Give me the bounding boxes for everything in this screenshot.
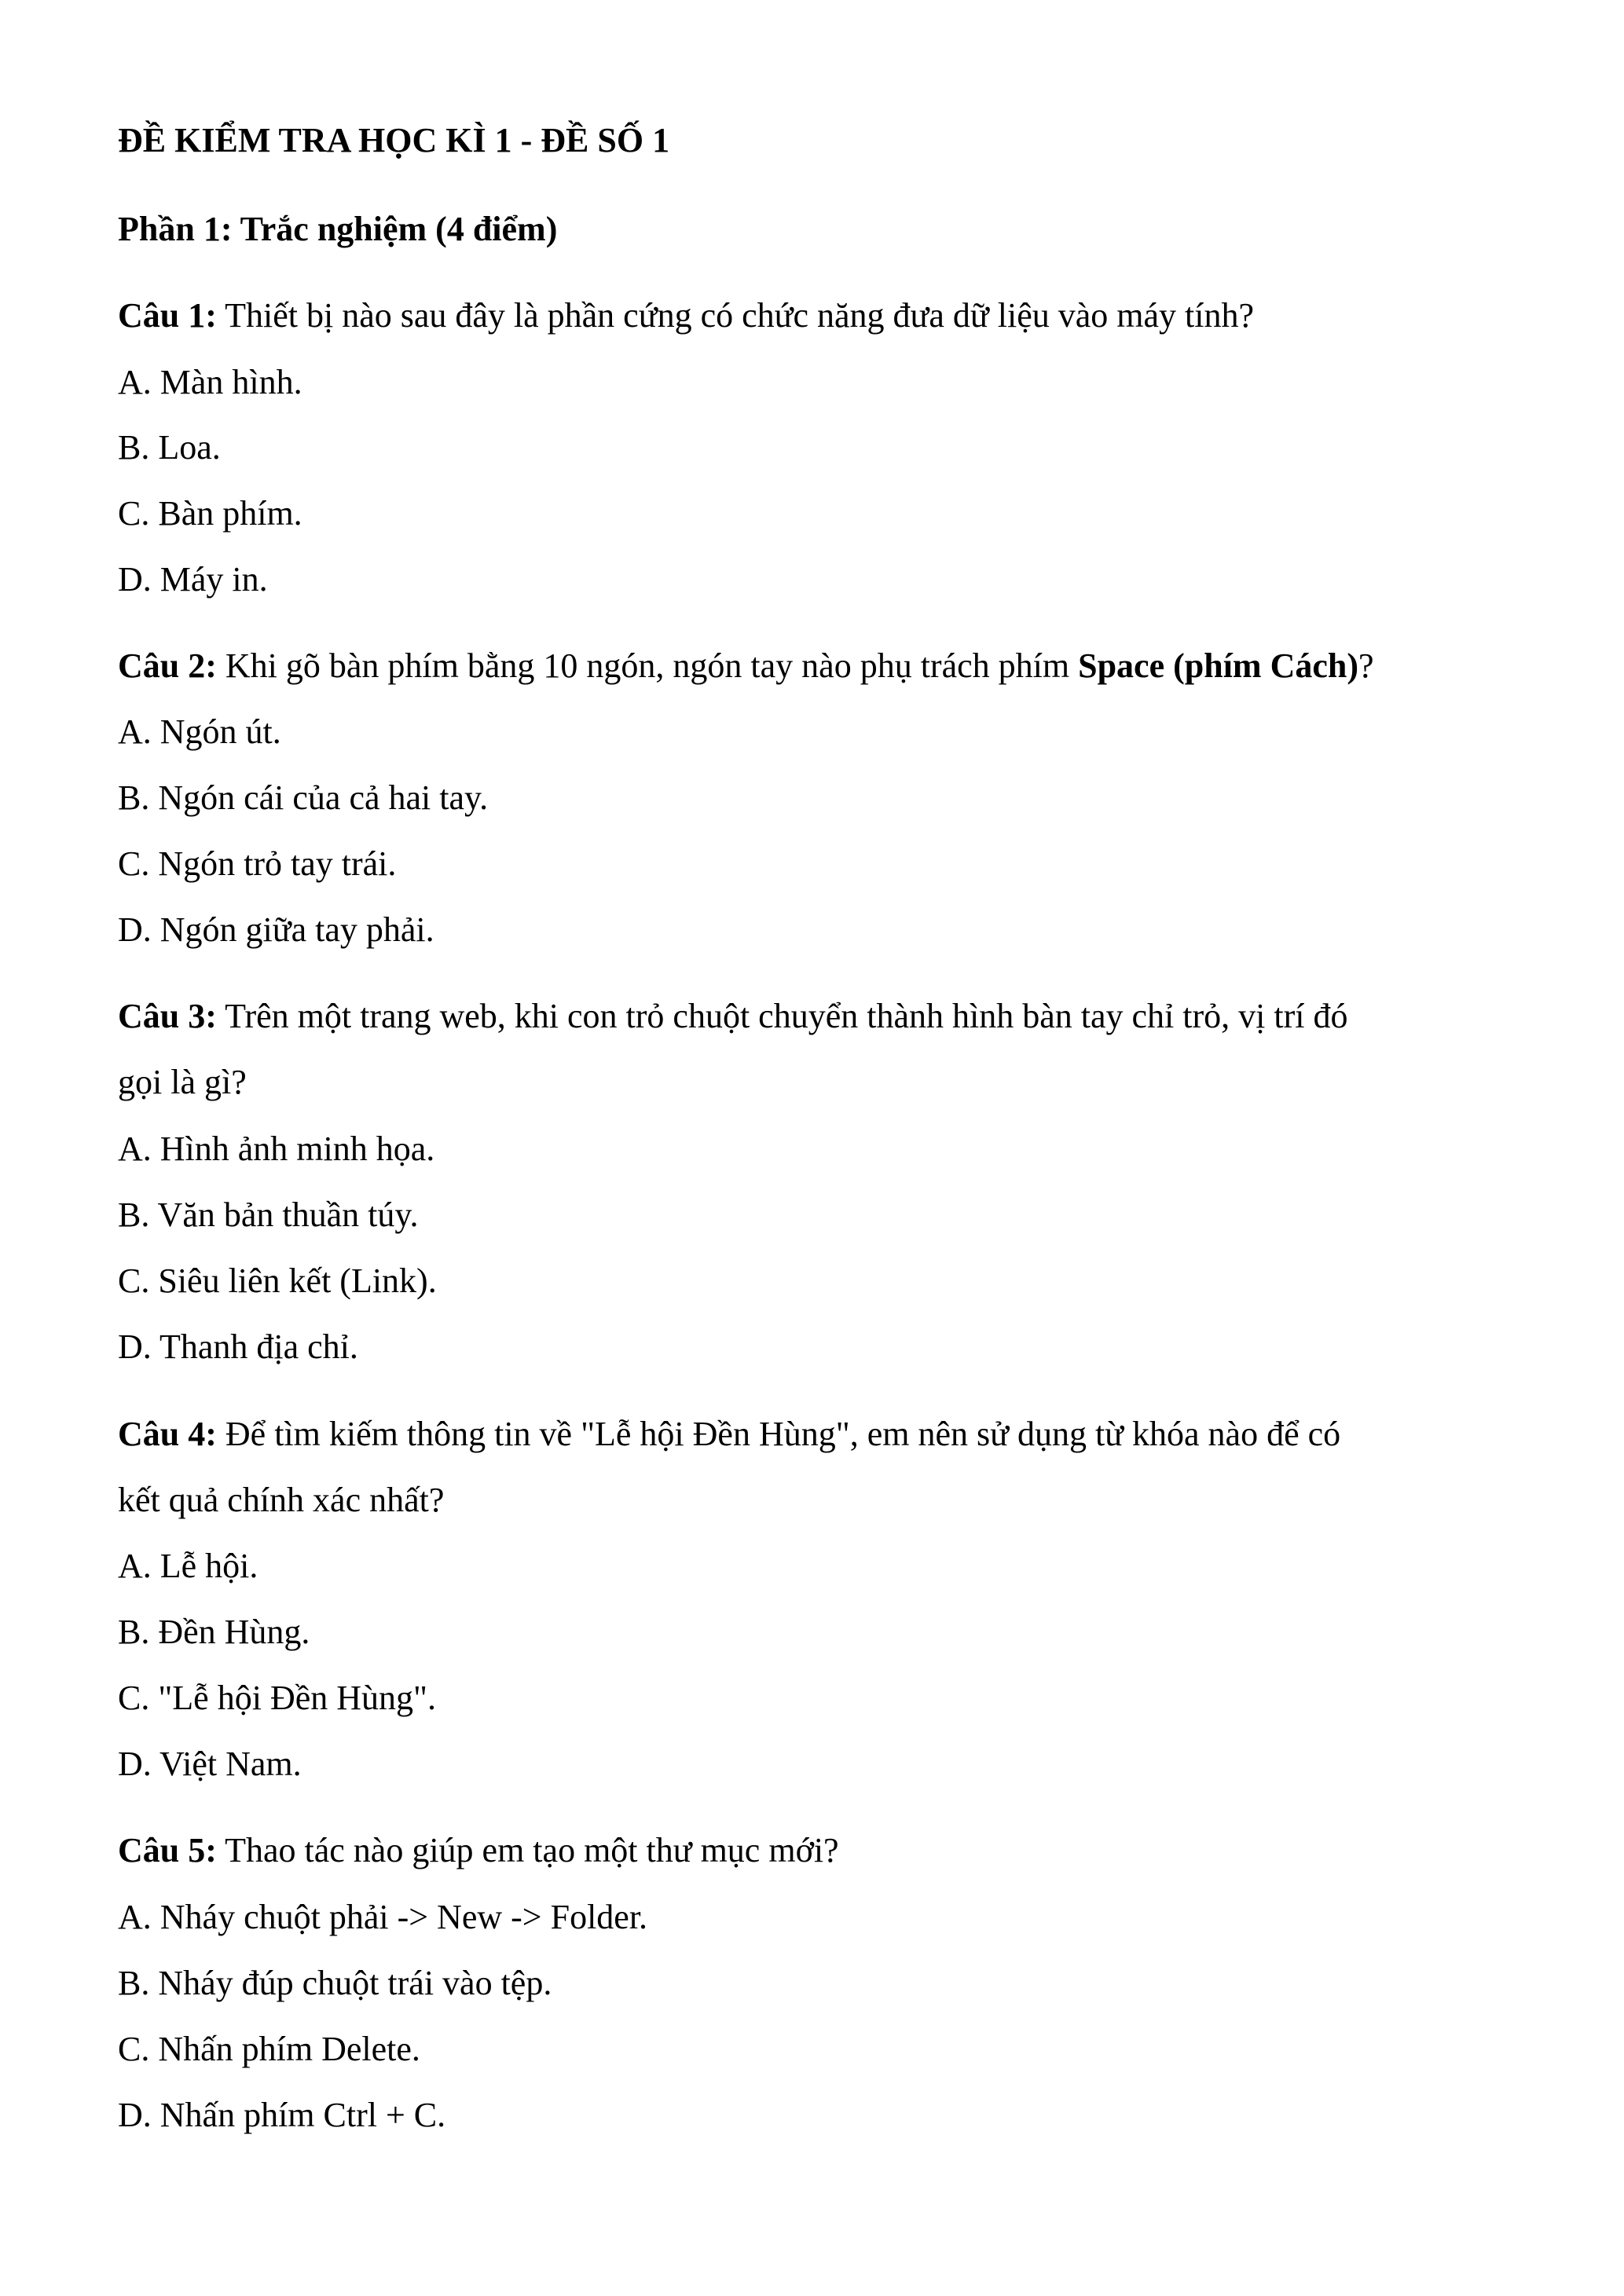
question-5-option-b: B. Nháy đúp chuột trái vào tệp. [118,1964,552,2002]
question-5-option-c: C. Nhấn phím Delete. [118,2030,420,2068]
question-5-option-a: A. Nháy chuột phải -> New -> Folder. [118,1898,648,1936]
question-5-option-d: D. Nhấn phím Ctrl + C. [118,2096,446,2134]
section-heading: Phần 1: Trắc nghiệm (4 điểm) [118,210,558,248]
question-4-continuation: kết quả chính xác nhất? [118,1481,445,1519]
question-2-option-d: D. Ngón giữa tay phải. [118,910,434,949]
question-label: Câu 5: [118,1831,217,1869]
question-3-option-a: A. Hình ảnh minh họa. [118,1130,435,1168]
question-text: Thiết bị nào sau đây là phần cứng có chức năng đưa dữ liệu vào máy tính? [216,296,1254,335]
question-4-option-c: C. "Lễ hội Đền Hùng". [118,1679,436,1717]
question-text: Khi gõ bàn phím bằng 10 ngón, ngón tay nào phụ trách phím [216,646,1079,685]
question-3 [118,999,1347,1034]
question-1-option-d: D. Máy in. [118,560,268,599]
question-text: Để tìm kiếm thông tin về "Lễ hội Đền Hùng", em nên sử dụng từ khóa nào để có [216,1415,1341,1453]
question-2-option-b: B. Ngón cái của cả hai tay. [118,778,489,817]
question-text: Trên một trang web, khi con trỏ chuột chuyển thành hình bàn tay chỉ trỏ, vị trí đó [216,997,1348,1035]
question-3-option-d: D. Thanh địa chỉ. [118,1327,358,1366]
question-3-option-b: B. Văn bản thuần túy. [118,1196,419,1234]
question-1-option-b: B. Loa. [118,428,221,467]
question-1-option-a: A. Màn hình. [118,363,302,401]
question-2-option-a: A. Ngón út. [118,712,281,751]
question-3-option-c: C. Siêu liên kết (Link). [118,1262,437,1300]
question-text-emphasis: Space (phím Cách) [1078,646,1358,685]
question-label: Câu 4: [118,1415,217,1453]
question-4 [118,1417,1340,1452]
question-5 [118,1833,839,1868]
question-2 [118,646,1374,685]
question-1 [118,298,1254,333]
exam-title: ĐỀ KIỂM TRA HỌC KÌ 1 - ĐỀ SỐ 1 [118,121,670,159]
question-1-option-c: C. Bàn phím. [118,494,302,533]
question-text: Thao tác nào giúp em tạo một thư mục mới? [216,1831,839,1869]
question-text-end: ? [1358,646,1374,685]
question-2-option-c: C. Ngón trỏ tay trái. [118,844,397,883]
question-4-option-b: B. Đền Hùng. [118,1613,310,1651]
question-4-option-a: A. Lễ hội. [118,1547,258,1585]
question-4-option-d: D. Việt Nam. [118,1745,302,1783]
question-3-continuation: gọi là gì? [118,1063,247,1101]
question-label: Câu 3: [118,997,217,1035]
question-label: Câu 2: [118,646,217,685]
question-label: Câu 1: [118,296,217,335]
